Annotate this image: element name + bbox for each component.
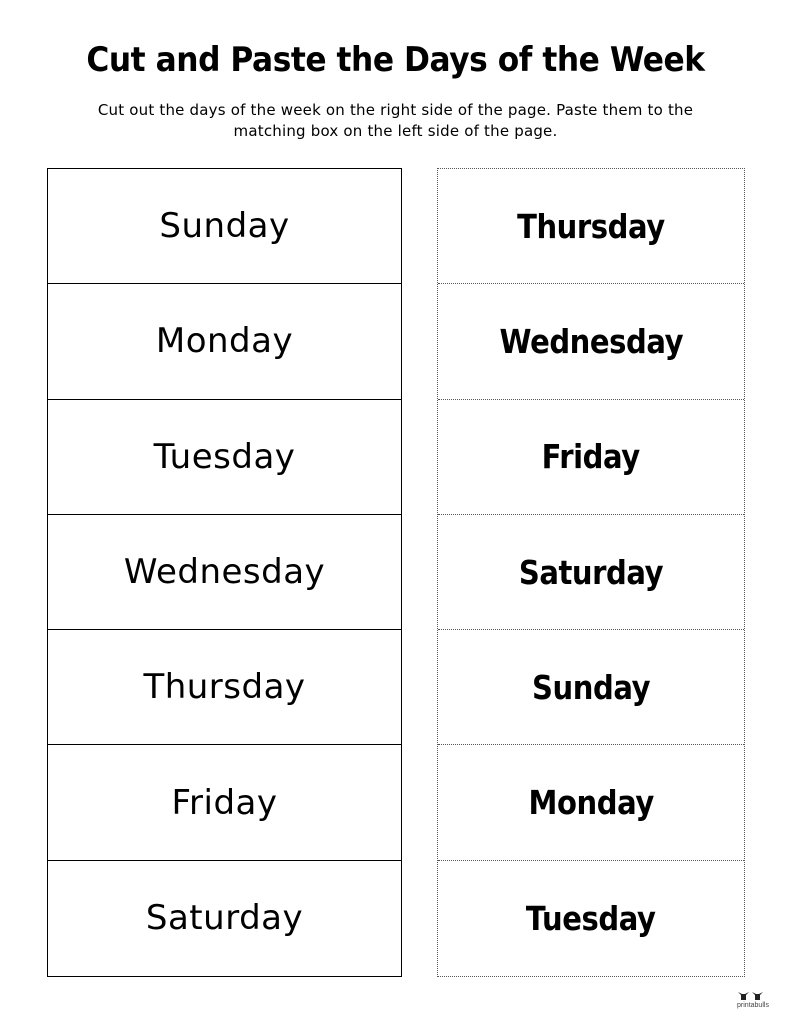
paste-box: Saturday — [145, 898, 304, 939]
paste-box: Wednesday — [48, 515, 401, 630]
paste-box: Monday — [48, 284, 401, 399]
cutout-label — [438, 861, 744, 976]
cutout-label-text: Tuesday — [526, 898, 656, 938]
cutout-label — [438, 515, 744, 630]
bull-icon — [733, 990, 773, 1002]
cutout-label-text: Friday — [541, 437, 641, 477]
worksheet-instructions: Cut out the days of the week on the right side of the page. Paste them to the matching box on the left side of the page. — [97, 101, 694, 140]
cutout-label — [438, 284, 744, 399]
cutout-label — [438, 630, 744, 745]
cutout-label-text: Saturday — [518, 552, 664, 592]
cutout-label-text: Sunday — [531, 667, 651, 707]
cutout-label — [438, 169, 744, 284]
paste-boxes-column — [47, 168, 402, 977]
worksheet-title: Cut and Paste the Days of the Week — [86, 40, 705, 80]
cutout-label-text: Wednesday — [499, 321, 683, 361]
paste-box: Thursday — [48, 630, 401, 745]
paste-box: Friday — [48, 745, 401, 860]
logo-text: printabulls — [737, 1002, 769, 1009]
paste-box: Tuesday — [48, 400, 401, 515]
cutout-column — [437, 168, 745, 977]
cutout-label — [438, 745, 744, 860]
paste-box: Sunday — [48, 169, 401, 284]
cutout-label — [438, 400, 744, 515]
cutout-label-text: Thursday — [517, 206, 665, 246]
cutout-label-text: Monday — [528, 783, 654, 823]
printabulls-logo — [733, 990, 773, 1014]
